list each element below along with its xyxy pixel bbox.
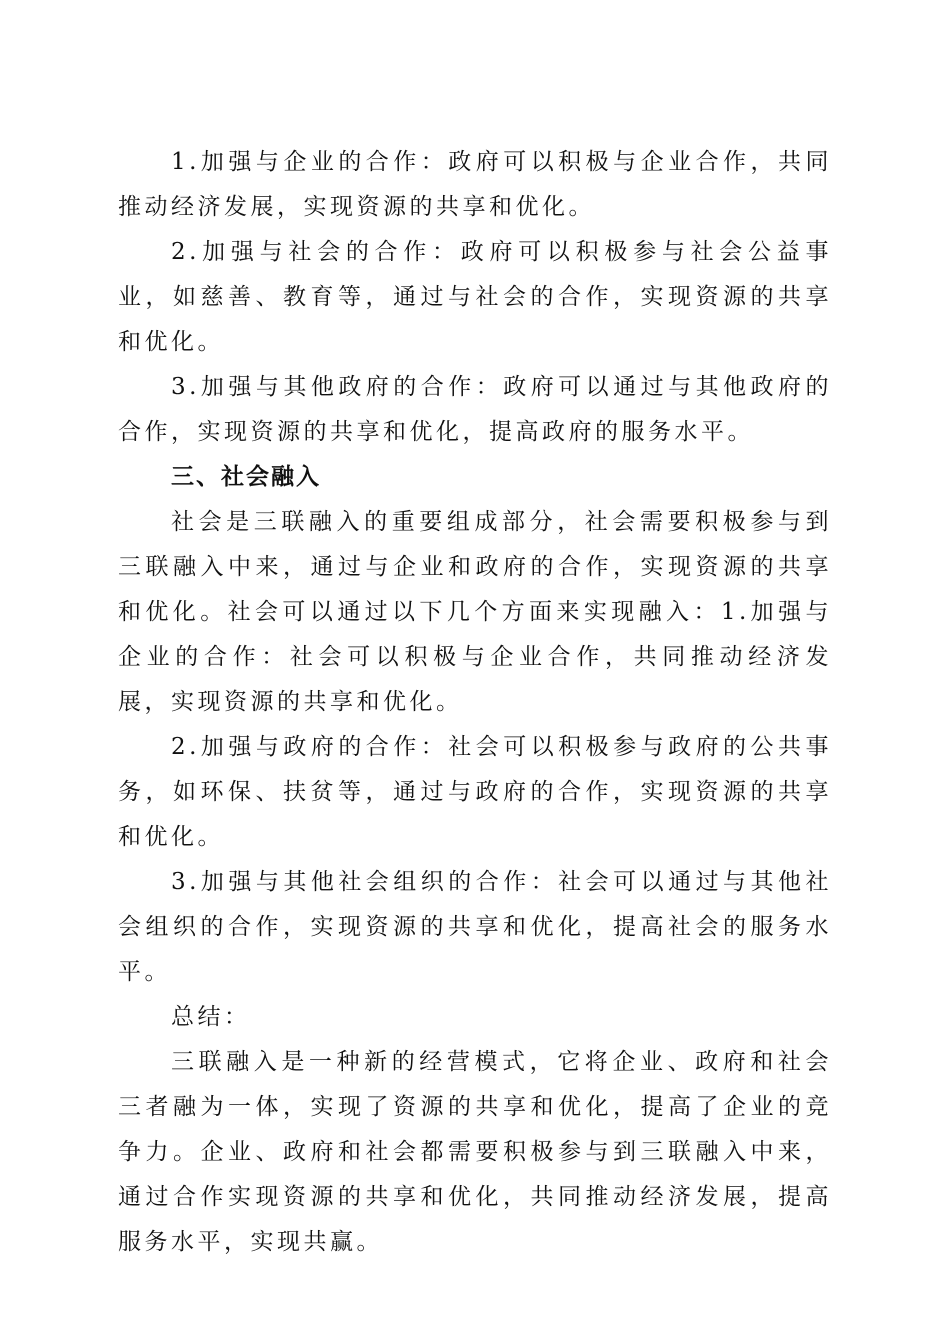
paragraph-gov-enterprise: 1.加强与企业的合作：政府可以积极与企业合作，共同推动经济发展，实现资源的共享和优化。 bbox=[118, 149, 832, 220]
section-heading-social-integration: 三、社会融入 bbox=[171, 464, 321, 490]
paragraph-social-other-org: 3.加强与其他社会组织的合作：社会可以通过与其他社会组织的合作，实现资源的共享和优化，提高社会的服务水平。 bbox=[118, 869, 832, 985]
paragraph-summary: 三联融入是一种新的经营模式，它将企业、政府和社会三者融为一体，实现了资源的共享和优化，提高了企业的竞争力。企业、政府和社会都需要积极参与到三联融入中来，通过合作实现资源的共享和优化，共同推动经济发展，提高服务水平，实现共赢。 bbox=[118, 1049, 832, 1255]
paragraph-gov-other-gov: 3.加强与其他政府的合作：政府可以通过与其他政府的合作，实现资源的共享和优化，提高政府的服务水平。 bbox=[118, 374, 832, 445]
document-body bbox=[118, 140, 832, 1265]
summary-label: 总结： bbox=[171, 1004, 251, 1030]
paragraph-gov-society: 2.加强与社会的合作：政府可以积极参与社会公益事业，如慈善、教育等，通过与社会的合作，实现资源的共享和优化。 bbox=[118, 239, 832, 355]
paragraph-social-gov: 2.加强与政府的合作：社会可以积极参与政府的公共事务，如环保、扶贫等，通过与政府的合作，实现资源的共享和优化。 bbox=[118, 734, 832, 850]
paragraph-social-intro: 社会是三联融入的重要组成部分，社会需要积极参与到三联融入中来，通过与企业和政府的合作，实现资源的共享和优化。社会可以通过以下几个方面来实现融入：1.加强与企业的合作：社会可以积极与企业合作，共同推动经济发展，实现资源的共享和优化。 bbox=[118, 509, 832, 715]
